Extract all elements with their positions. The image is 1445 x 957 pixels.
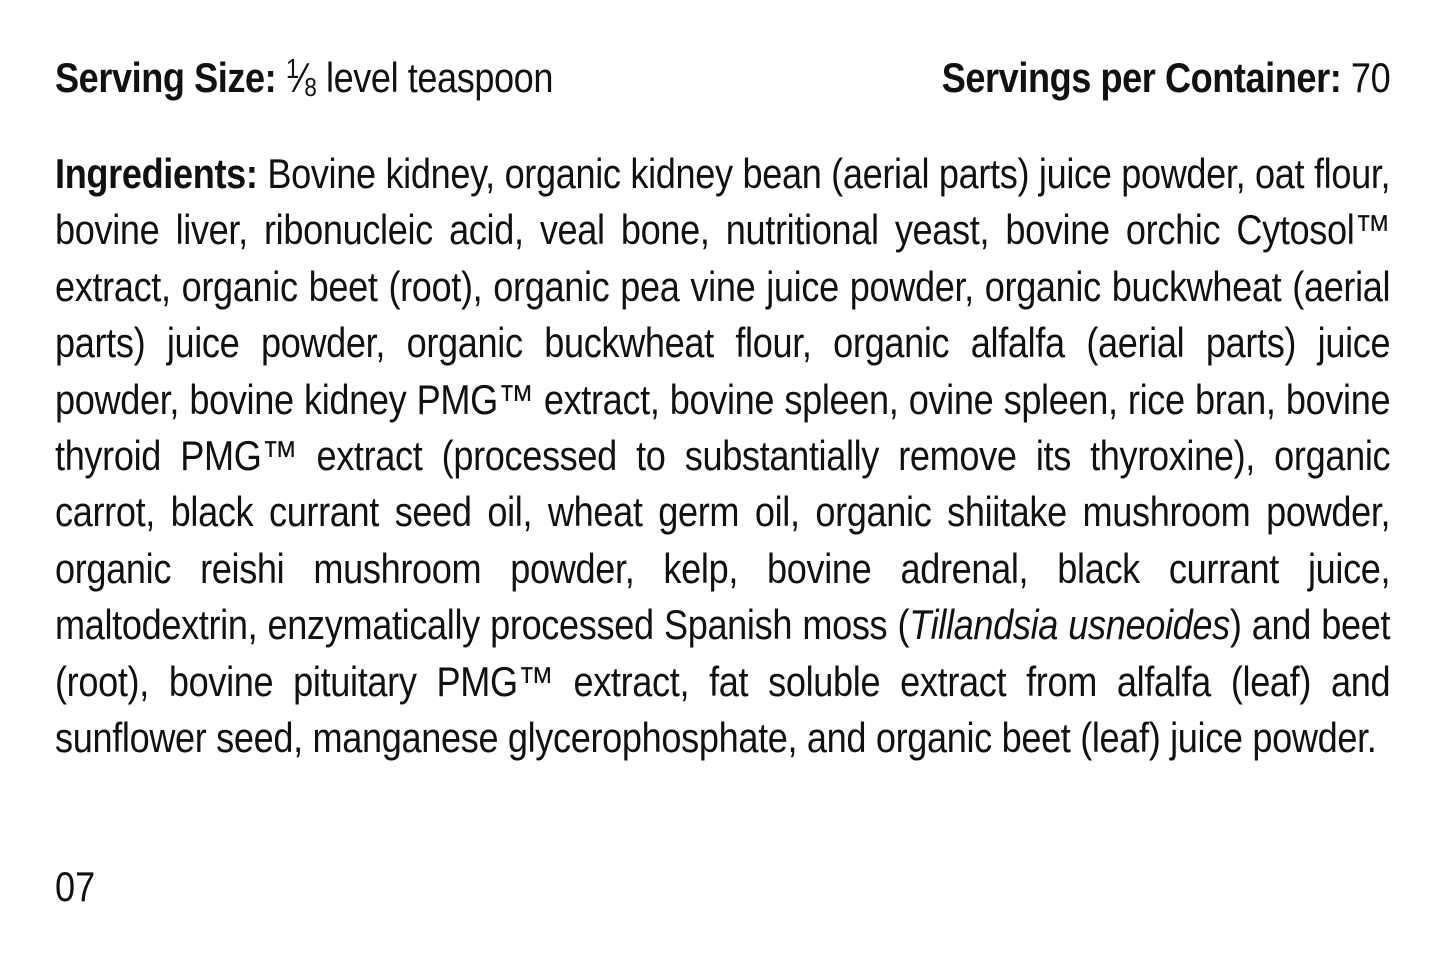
ingredients-text-part1: Bovine kidney, organic kidney bean (aerial parts) juice powder, oat flour, bovine liver, ribonucleic acid, veal bone, nutritional yeast, bovine orchic Cytosol™ extract, organic beet (root), organic pea vine juice powder, organic buckwheat (aerial parts) juice powder, organic buckwheat flour, organic alfalfa (aerial parts) juice powder, bovine kidney PMG™ extract, bovine spleen, ovine spleen, rice bran, bovine thyroid PMG™ extract (processed to substantially remove its thyroxine), organic carrot, black currant seed oil, wheat germ oil, organic shiitake mushroom powder, organic reishi mushroom powder, kelp, bovine adrenal, black currant juice, maltodextrin, enzymatically processed Spanish moss ( (55, 150, 1391, 649)
serving-size-unit: level teaspoon (326, 54, 553, 101)
serving-size-fraction (286, 54, 317, 101)
ingredients-paragraph (55, 146, 1390, 766)
fraction-slash: ⁄ (298, 54, 305, 101)
fraction-denominator: 8 (304, 72, 317, 102)
servings-per-container-value: 70 (1350, 54, 1391, 101)
ingredients-italic-species: Tillandsia usneoides (909, 601, 1230, 649)
supplement-label-panel (55, 50, 1390, 808)
lot-code: 07 (55, 863, 96, 910)
serving-info-row (55, 50, 1390, 106)
ingredients-text-part2: ) and beet (root), bovine pituitary PMG™ extract, fat soluble extract from alfalfa (leaf) and sunflower seed, manganese glycerophosphate, and organic beet (leaf) juice powder. (55, 601, 1391, 762)
serving-size-label: Serving Size: (55, 54, 277, 101)
serving-size (55, 50, 553, 106)
ingredients-label: Ingredients: (55, 150, 258, 197)
fraction-numerator: 1 (285, 53, 299, 84)
servings-per-container (942, 50, 1390, 106)
servings-per-container-label: Servings per Container: (941, 54, 1342, 101)
